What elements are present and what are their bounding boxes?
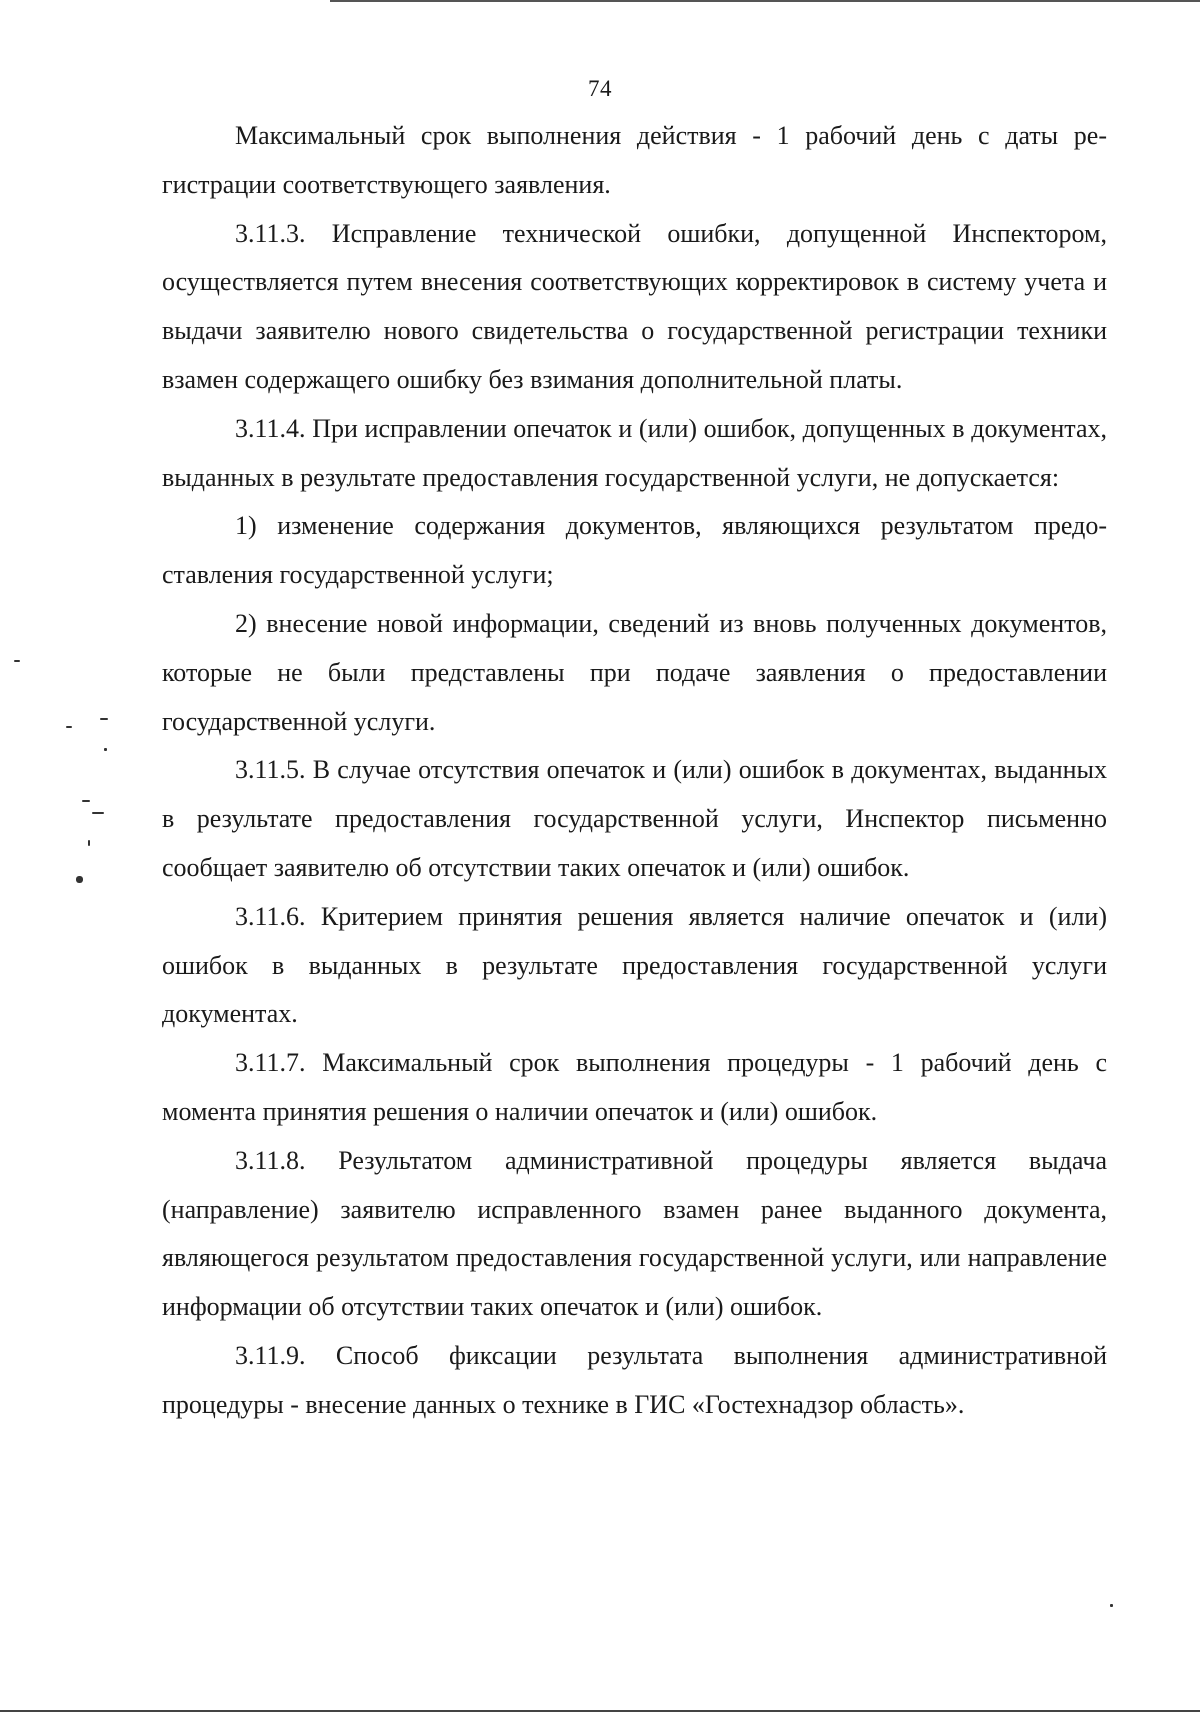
scan-speck xyxy=(82,800,90,802)
scan-bottom-edge xyxy=(0,1710,1200,1712)
scan-speck xyxy=(88,840,90,846)
paragraph-3-11-6: 3.11.6. Критерием принятия решения является наличие опечаток и (или) ошибок в выданных в результате предоставления государственной услуги документах. xyxy=(162,901,1107,1029)
scan-speck xyxy=(92,812,104,814)
paragraph-3-11-7: 3.11.7. Максимальный срок выполнения процедуры - 1 рабочий день с момента принятия решения о наличии опечаток и (или) ошибок. xyxy=(162,1048,1107,1126)
paragraph-3-11-5: 3.11.5. В случае отсутствия опечаток и (или) ошибок в документах, выданных в результате предоставления государственной услуги, Инспектор письменно сообщает заявителю об отсутствии таких опечаток и (или) ошибок. xyxy=(162,755,1107,882)
paragraph-3-11-9: 3.11.9. Способ фиксации результата выполнения административной процедуры - внесение данных о технике в ГИС «Гостехнадзор область». xyxy=(162,1340,1107,1419)
scan-top-edge xyxy=(330,0,1200,2)
page-number: 74 xyxy=(588,76,612,101)
scan-speck xyxy=(100,718,108,720)
scan-speck xyxy=(1110,1604,1113,1607)
scan-speck xyxy=(66,726,72,728)
document-body xyxy=(162,112,1107,1430)
paragraph-action-deadline: Максимальный срок выполнения действия - 1 рабочий день с даты регистрации соответствующего заявления. xyxy=(162,121,1107,199)
paragraph-3-11-8: 3.11.8. Результатом административной процедуры является выдача (направление) заявителю исправленного взамен ранее выданного документа, являющегося результатом предоставления государственной услуги, или направление информации об отсутствии таких опечаток и (или) ошибок. xyxy=(162,1145,1107,1322)
paragraph-3-11-4: 3.11.4. При исправлении опечаток и (или) ошибок, допущенных в документах, выданных в результате предоставления государственной услуги, не допускается: xyxy=(162,413,1107,492)
paragraph-3-11-3: 3.11.3. Исправление технической ошибки, допущенной Инспектором, осуществляется путем внесения соответствующих корректировок в систему учета и выдачи заявителю нового свидетельства о государственной регистрации техники взамен содержащего ошибку без взимания дополнительной платы. xyxy=(162,218,1107,394)
scan-speck xyxy=(14,660,20,662)
list-item-1: 1) изменение содержания документов, являющихся результатом предоставления государственной услуги; xyxy=(162,511,1107,590)
scan-speck xyxy=(104,748,107,751)
scan-speck xyxy=(76,876,83,883)
list-item-2: 2) внесение новой информации, сведений из вновь полученных документов, которые не были представлены при подаче заявления о предоставлении государственной услуги. xyxy=(162,608,1107,736)
